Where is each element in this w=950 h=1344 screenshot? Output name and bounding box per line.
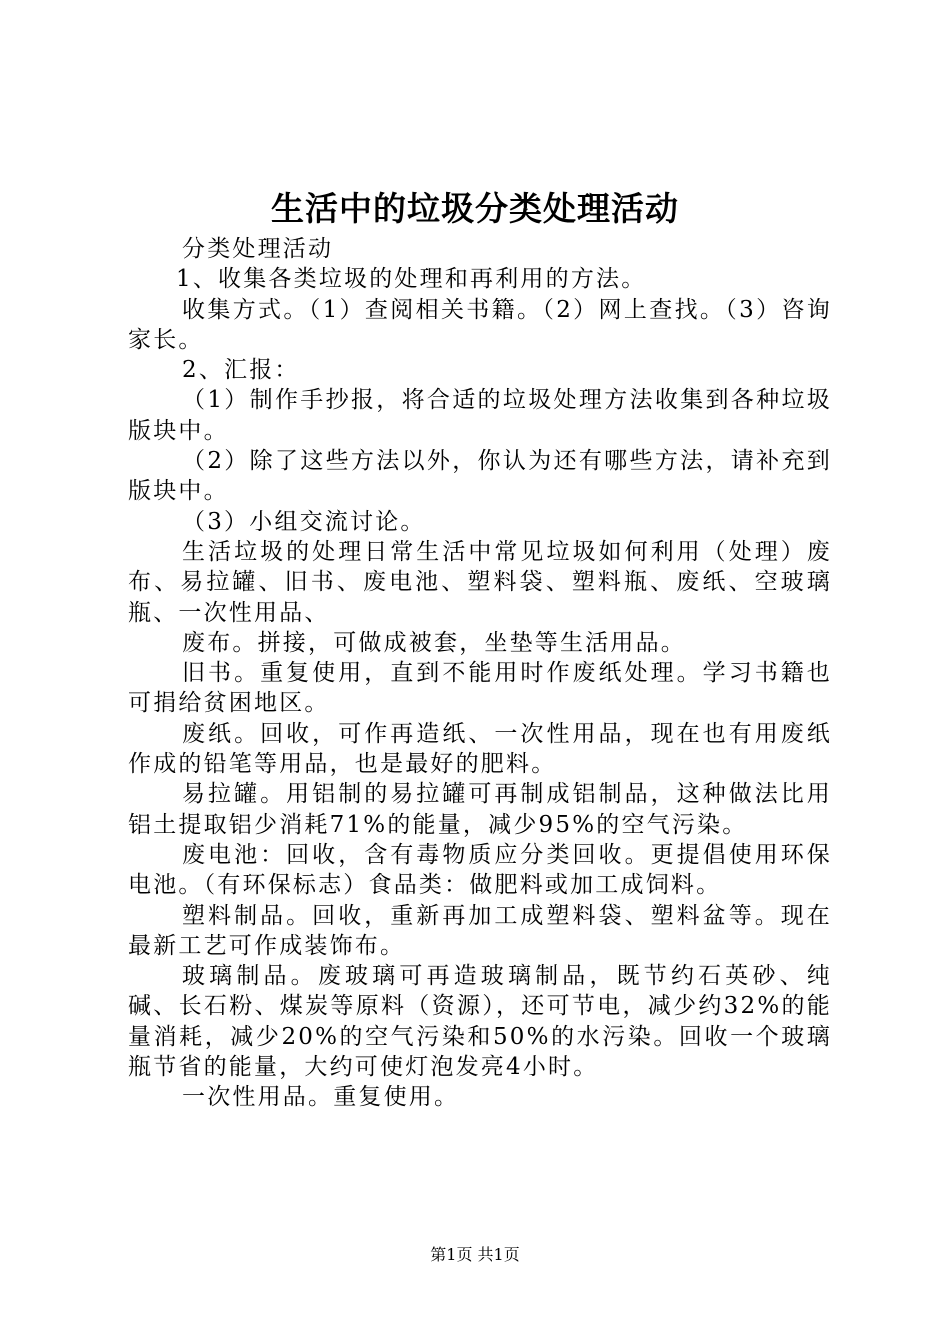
paragraph-household-waste: 生活垃圾的处理日常生活中常见垃圾如何利用（处理）废布、易拉罐、旧书、废电池、塑料袋、塑料瓶、废纸、空玻璃瓶、一次性用品、 (128, 538, 832, 626)
paragraph-step-1: 1、收集各类垃圾的处理和再利用的方法。 (176, 266, 647, 293)
paragraph-disposables: 一次性用品。重复使用。 (182, 1084, 460, 1111)
paragraph-report-1: （1）制作手抄报，将合适的垃圾处理方法收集到各种垃圾版块中。 (128, 387, 832, 444)
paragraph-plastics: 塑料制品。回收，重新再加工成塑料袋、塑料盆等。现在最新工艺可作成装饰布。 (128, 902, 832, 959)
document-body (128, 234, 832, 1113)
paragraph-waste-paper: 废纸。回收，可作再造纸、一次性用品，现在也有用废纸作成的铅笔等用品，也是最好的肥料。 (128, 720, 832, 778)
paragraph-glass: 玻璃制品。废玻璃可再造玻璃制品，既节约石英砂、纯碱、长石粉、煤炭等原料（资源），还可节电，减少约32%的能量消耗，减少20%的空气污染和50%的水污染。回收一个玻璃瓶节省的能量，大约可使灯泡发亮4小时。 (128, 963, 832, 1081)
paragraph-report-3: （3）小组交流讨论。 (182, 508, 426, 535)
paragraph-old-books: 旧书。重复使用，直到不能用时作废纸处理。学习书籍也可捐给贫困地区。 (128, 660, 832, 717)
page-footer: 第1页 共1页 (430, 1245, 520, 1264)
paragraph-collection-methods: 收集方式。（1）查阅相关书籍。（2）网上查找。（3）咨询家长。 (128, 296, 832, 353)
paragraph-section-heading: 分类处理活动 (182, 236, 334, 262)
paragraph-step-2: 2、汇报： (182, 357, 300, 384)
document-title: 生活中的垃圾分类处理活动 (271, 189, 679, 228)
paragraph-cans: 易拉罐。用铝制的易拉罐可再制成铝制品，这种做法比用铝土提取铝少消耗71%的能量，减少95%的空气污染。 (128, 781, 832, 838)
paragraph-waste-cloth: 废布。拼接，可做成被套，坐垫等生活用品。 (182, 629, 686, 656)
paragraph-batteries: 废电池：回收，含有毒物质应分类回收。更提倡使用环保电池。（有环保标志）食品类：做肥料或加工成饲料。 (128, 841, 832, 899)
paragraph-report-2: （2）除了这些方法以外，你认为还有哪些方法，请补充到版块中。 (128, 448, 832, 505)
